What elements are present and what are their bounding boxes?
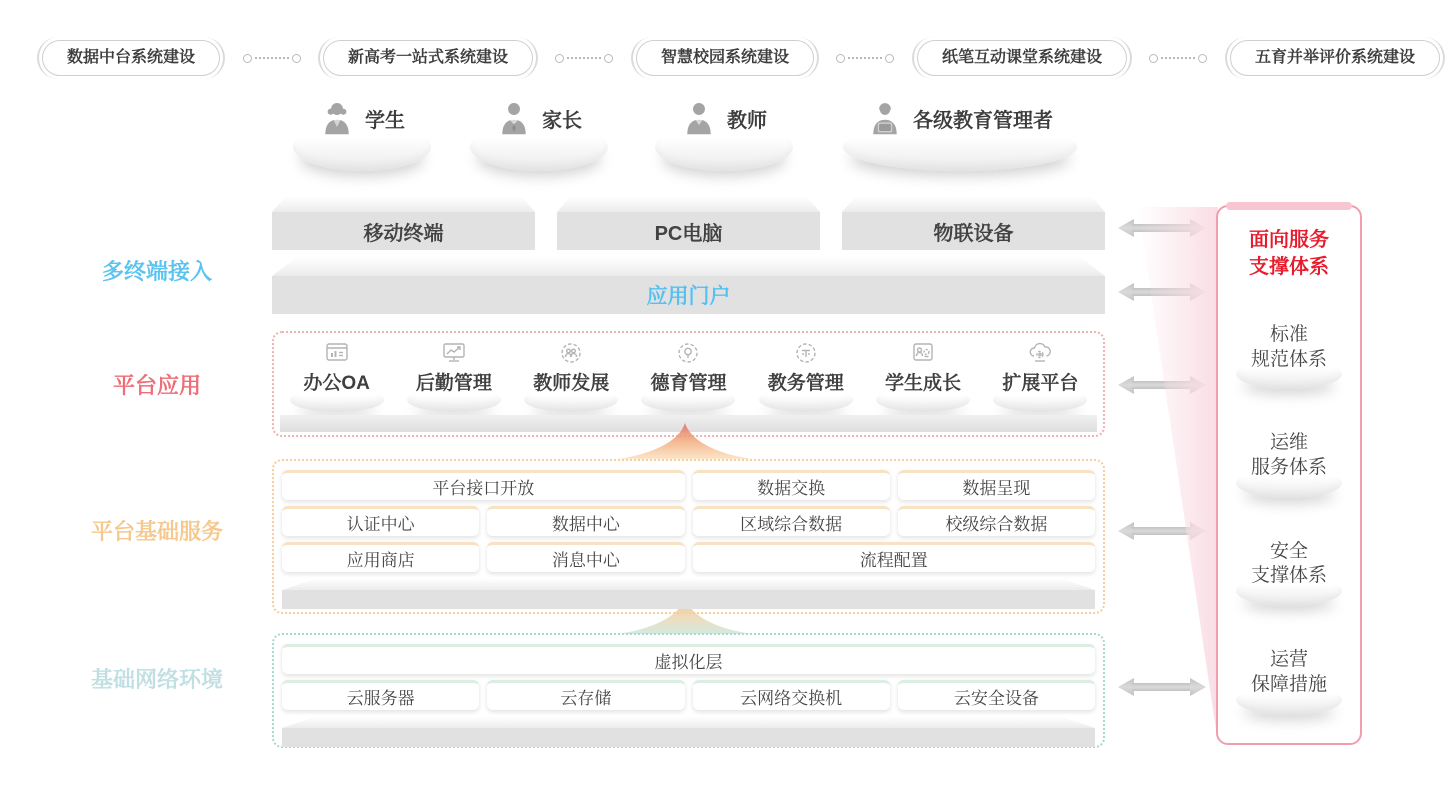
- service-cell: 数据呈现: [898, 470, 1095, 500]
- service-cell: 数据中心: [487, 506, 684, 536]
- section-label-network: 基础网络环境: [90, 667, 223, 692]
- platform-services-box: [272, 459, 1105, 614]
- user-label: 学生: [365, 109, 405, 132]
- portal-label: 应用门户: [272, 276, 1105, 314]
- student-icon: [319, 100, 355, 136]
- panel-item-standards: 标准 规范体系: [1218, 323, 1360, 389]
- app-student-growth: [876, 340, 970, 412]
- cloud-gear-icon: [1027, 340, 1053, 366]
- services-grid: [282, 470, 1095, 572]
- gear-bulb-icon: [675, 340, 701, 366]
- office-window-chart-icon: [324, 340, 350, 366]
- user-teacher: [655, 100, 793, 171]
- network-cell: 云存储: [487, 680, 684, 710]
- app-label: 教务管理: [767, 373, 844, 394]
- user-label: 家长: [542, 109, 582, 132]
- system-pill: 五育并举评价系统建设: [1230, 40, 1440, 76]
- block-3d-top: [272, 257, 1105, 276]
- service-cell: 流程配置: [693, 542, 1096, 572]
- dotted-connector-icon: [1149, 54, 1207, 63]
- teacher-icon: [681, 100, 717, 136]
- app-office-oa: [290, 340, 384, 412]
- network-platform-bar: [282, 717, 1095, 747]
- system-pill: 智慧校园系统建设: [636, 40, 814, 76]
- service-cell: 认证中心: [282, 506, 479, 536]
- user-label: 教师: [727, 109, 767, 132]
- administrator-icon: [867, 100, 903, 136]
- section-label-terminals: 多终端接入: [101, 259, 212, 284]
- network-grid: [282, 644, 1095, 710]
- panel-item-security: 安全 支撑体系: [1218, 540, 1360, 606]
- terminal-label: 移动终端: [272, 212, 535, 250]
- app-logistics: [407, 340, 501, 412]
- terminal-block-pc: [557, 197, 820, 250]
- service-cell: 校级综合数据: [898, 506, 1095, 536]
- block-3d-top: [842, 197, 1105, 212]
- monitor-chart-icon: [441, 340, 467, 366]
- app-label: 学生成长: [885, 373, 962, 394]
- platform-apps-box: [272, 331, 1105, 437]
- network-cell: 云安全设备: [898, 680, 1095, 710]
- network-cell: 云网络交换机: [693, 680, 890, 710]
- system-pill: 新高考一站式系统建设: [323, 40, 533, 76]
- terminal-block-mobile: [272, 197, 535, 250]
- service-cell: 平台接口开放: [282, 470, 685, 500]
- dotted-connector-icon: [836, 54, 894, 63]
- app-label: 办公OA: [303, 373, 370, 394]
- section-label-services: 平台基础服务: [90, 519, 223, 544]
- gear-doc-icon: [793, 340, 819, 366]
- profile-gear-icon: [910, 340, 936, 366]
- terminal-label: 物联设备: [842, 212, 1105, 250]
- services-platform-bar: [282, 579, 1095, 609]
- network-cell: 云服务器: [282, 680, 479, 710]
- block-3d-top: [282, 579, 1095, 590]
- gear-people-icon: [558, 340, 584, 366]
- application-portal-bar: [272, 257, 1105, 314]
- service-support-panel: [1216, 205, 1362, 745]
- app-moral-education: [641, 340, 735, 412]
- user-student: [293, 100, 431, 171]
- service-cell: 应用商店: [282, 542, 479, 572]
- terminals-row: [272, 197, 1105, 250]
- panel-item-operation-guarantee: 运营 保障措施: [1218, 648, 1360, 714]
- section-label-apps: 平台应用: [112, 373, 201, 398]
- app-teacher-development: [524, 340, 618, 412]
- app-label: 后勤管理: [415, 373, 492, 394]
- service-cell: 区域综合数据: [693, 506, 890, 536]
- flow-up-arrow-icon: [618, 423, 752, 461]
- dotted-connector-icon: [243, 54, 301, 63]
- app-label: 教师发展: [533, 373, 610, 394]
- terminal-label: PC电脑: [557, 212, 820, 250]
- app-extension-platform: [993, 340, 1087, 412]
- service-cell: 消息中心: [487, 542, 684, 572]
- app-academic-affairs: [759, 340, 853, 412]
- virtualization-layer-cell: 虚拟化层: [282, 644, 1095, 674]
- dotted-connector-icon: [555, 54, 613, 63]
- system-pill: 纸笔互动课堂系统建设: [917, 40, 1127, 76]
- block-3d-top: [282, 717, 1095, 728]
- user-parent: [470, 100, 608, 171]
- user-label: 各级教育管理者: [913, 109, 1053, 132]
- terminal-block-iot: [842, 197, 1105, 250]
- block-3d-top: [272, 197, 535, 212]
- panel-wedge-decoration: [1138, 207, 1218, 743]
- top-systems-row: [42, 40, 1440, 76]
- double-arrow-icon: [1118, 675, 1206, 699]
- panel-top-accent: [1226, 202, 1352, 210]
- user-administrator: [843, 100, 1077, 171]
- apps-row: [274, 333, 1103, 412]
- block-3d-top: [557, 197, 820, 212]
- panel-item-operations-maintenance: 运维 服务体系: [1218, 431, 1360, 497]
- panel-title: 面向服务 支撑体系: [1249, 229, 1329, 278]
- service-cell: 数据交换: [693, 470, 890, 500]
- app-label: 扩展平台: [1002, 373, 1079, 394]
- system-pill: 数据中台系统建设: [42, 40, 220, 76]
- network-box: [272, 633, 1105, 748]
- parent-icon: [496, 100, 532, 136]
- app-label: 德育管理: [650, 373, 727, 394]
